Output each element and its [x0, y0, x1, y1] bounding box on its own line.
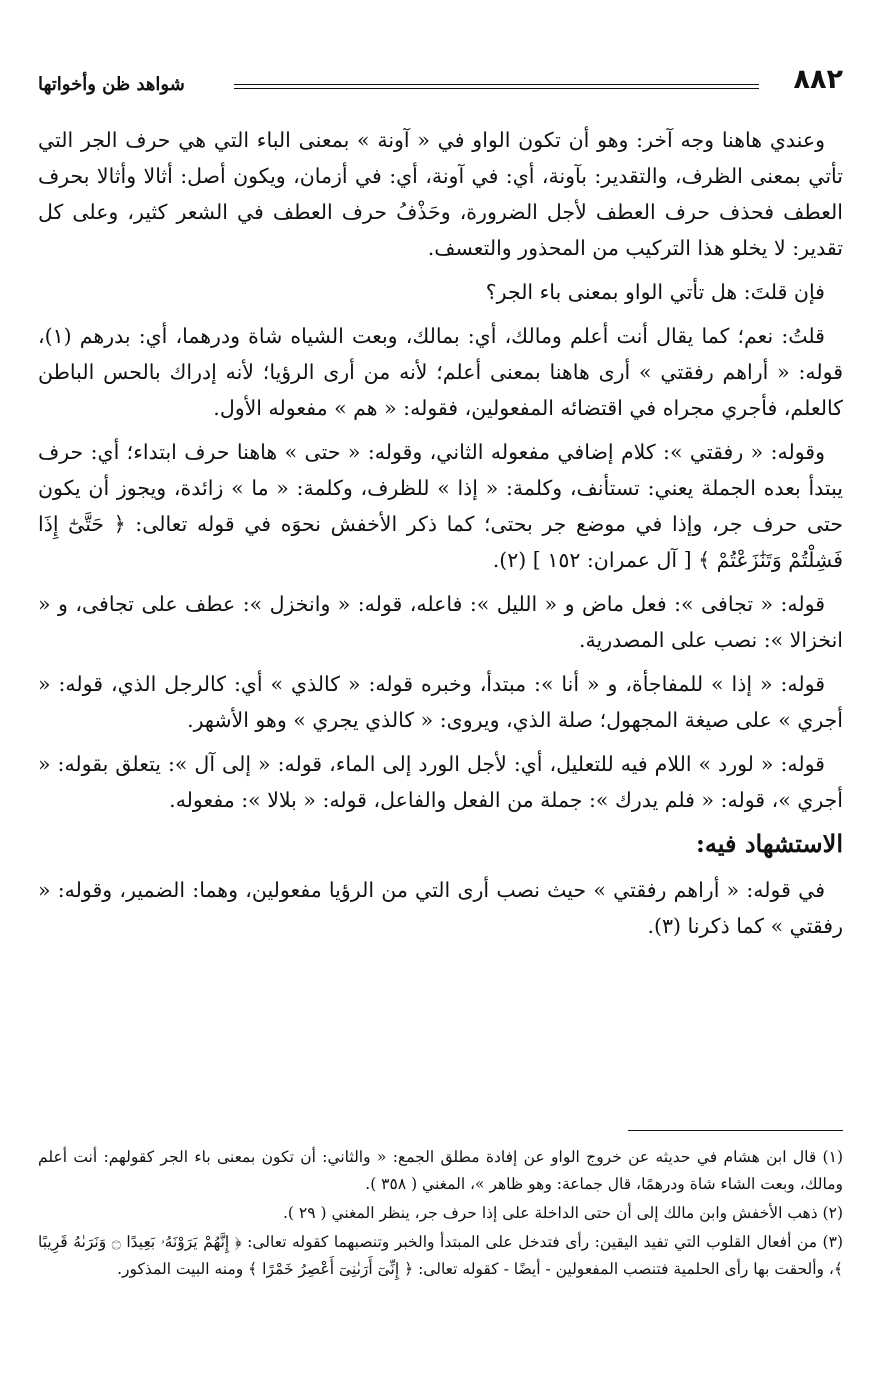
main-text: [38, 122, 843, 952]
evidence-paragraph: في قوله: « أراهم رفقتي » حيث نصب أرى التي من الرؤيا مفعولين، وهما: الضمير، وقوله: « رفقتي » كما ذكرنا (٣).: [38, 878, 843, 938]
paragraph: قلتُ: نعم؛ كما يقال أنت أعلم ومالك، أي: بمالك، وبعت الشياه شاة ودرهما، أي: بدرهم (١)، قوله: « أراهم رفقتي » أرى هاهنا بمعنى أعلم؛ لأنه من أرى الرؤيا؛ لأنه إدراك بالحس الباطن كالعلم، فأجري مجراه في اقتضائه المفعولين، فقوله: « هم » مفعوله الأول.: [38, 324, 843, 420]
footnotes: [38, 1144, 843, 1285]
footnote-separator: [628, 1130, 843, 1131]
paragraph: قوله: « إذا » للمفاجأة، و « أنا »: مبتدأ، وخبره قوله: « كالذي » أي: كالرجل الذي، قوله: « أجري » على صيغة المجهول؛ صلة الذي، ويروى: « كالذي يجري » وهو الأشهر.: [38, 672, 843, 732]
header-rule: [234, 84, 759, 89]
paragraph: وقوله: « رفقتي »: كلام إضافي مفعوله الثاني، وقوله: « حتى » هاهنا حرف ابتداء؛ أي: حرف يبتدأ بعده الجملة يعني: تستأنف، وكلمة: « إذا » للظرف، وكلمة: « ما » زائدة، ويجوز أن يكون حتى حرف جر، وإذا في موضع جر بحتى؛ كما ذكر الأخفش نحوَه في قوله تعالى: ﴿ حَتَّىٰٓ إِذَا فَشِلْتُمْ وَتَنَٰزَعْتُمْ ﴾ [ آل عمران: ١٥٢ ] (٢).: [38, 440, 843, 572]
page-header: [38, 62, 843, 106]
page-number: ٨٨٢: [793, 64, 843, 95]
section-heading: الاستشهاد فيه:: [696, 829, 843, 858]
footnote: (١) قال ابن هشام في حديثه عن خروج الواو عن إفادة مطلق الجمع: « والثاني: أن تكون بمعنى باء الجر كقولهم: أنت أعلم ومالك، وبعت الشاء شاة ودرهمًا، قال جماعة: وهو ظاهر »، المغني ( ٣٥٨ ).: [38, 1148, 843, 1193]
footnote: (٢) ذهب الأخفش وابن مالك إلى أن حتى الداخلة على إذا حرف جر، ينظر المغني ( ٢٩ ).: [282, 1204, 843, 1222]
running-title: شواهد ظن وأخواتها: [38, 74, 185, 95]
paragraph: قوله: « لورد » اللام فيه للتعليل، أي: لأجل الورد إلى الماء، قوله: « إلى آل »: يتعلق بقوله: « أجري »، قوله: « فلم يدرك »: جملة من الفعل والفاعل، قوله: « بلالا »: مفعوله.: [38, 752, 843, 812]
footnote: (٣) من أفعال القلوب التي تفيد اليقين: رأى فتدخل على المبتدأ والخبر وتنصبهما كقوله تعالى: ﴿ إِنَّهُمْ يَرَوْنَهُۥ بَعِيدًا ۝ وَنَرَىٰهُ قَرِيبًا ﴾، وألحقت بها رأى الحلمية فتنصب المفعولين - أيضًا - كقوله تعالى: ﴿ إِنِّىٓ أَرَىٰنِىٓ أَعْصِرُ خَمْرًا ﴾ ومنه البيت المذكور.: [38, 1233, 843, 1278]
paragraph: وعندي هاهنا وجه آخر: وهو أن تكون الواو في « آونة » بمعنى الباء التي هي حرف الجر التي تأتي بمعنى الظرف، والتقدير: بآونة، أي: في آونة، أي: في أزمان، ويكون أصل: أثالا وأثالا بحرف العطف فحذف حرف العطف لأجل الضرورة، وحَذْفُ حرف العطف في الشعر كثير، وعلى كل تقدير: لا يخلو هذا التركيب من المحذور والتعسف.: [38, 128, 843, 260]
book-page: [38, 0, 843, 1384]
paragraph: قوله: « تجافى »: فعل ماض و « الليل »: فاعله، قوله: « وانخزل »: عطف على تجافى، و « انخزالا »: نصب على المصدرية.: [38, 592, 843, 652]
paragraph: فإن قلتَ: هل تأتي الواو بمعنى باء الجر؟: [485, 280, 825, 304]
